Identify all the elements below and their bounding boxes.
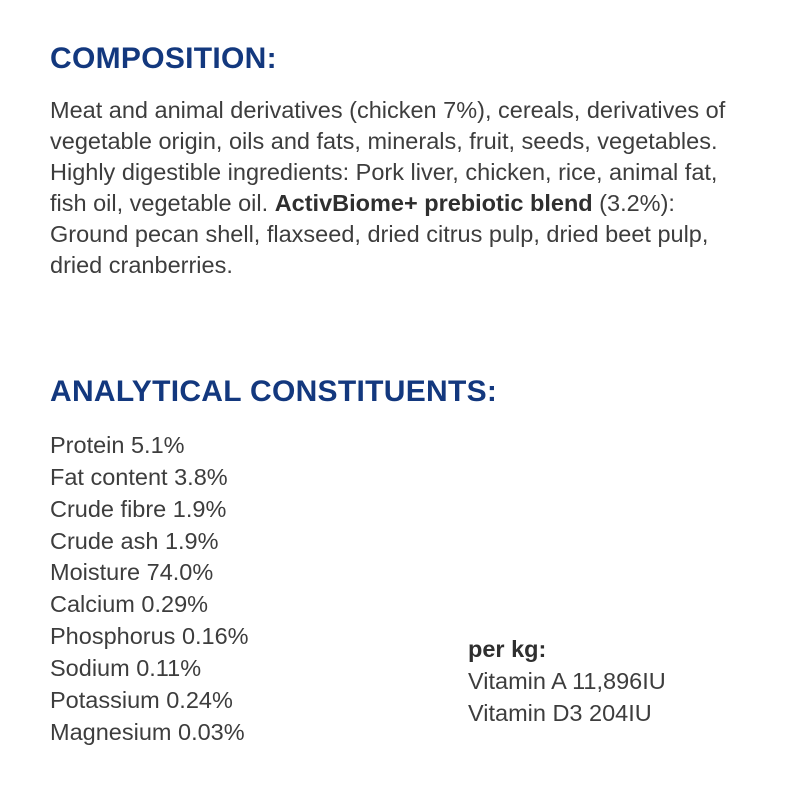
constituents-wrapper — [50, 430, 752, 748]
analytical-constituents-section — [50, 375, 752, 748]
list-item: Fat content 3.8% — [50, 463, 228, 490]
list-item: Phosphorus 0.16% — [50, 623, 249, 650]
list-item: Vitamin D3 204IU — [468, 699, 652, 726]
per-kg-label: per kg: — [468, 636, 547, 663]
analytical-heading: ANALYTICAL CONSTITUENTS: — [50, 375, 498, 409]
list-item: Crude ash 1.9% — [50, 527, 219, 554]
composition-text-highlight: ActivBiome+ prebiotic blend — [274, 190, 593, 217]
composition-text — [50, 95, 752, 281]
list-item: Sodium 0.11% — [50, 654, 202, 681]
list-item: Moisture 74.0% — [50, 559, 214, 586]
list-item: Crude fibre 1.9% — [50, 495, 227, 522]
list-item: Vitamin A 11,896IU — [468, 667, 666, 694]
composition-text-part1: Meat and animal derivatives (chicken 7%), cereals, derivatives of vegetable origin, oils and fats, minerals, fruit, seeds, vegetables. Highly digestible ingredients: Pork liver, chicken, rice, animal fat, fish oil, vegetable oil. — [50, 97, 726, 217]
list-item: Magnesium 0.03% — [50, 718, 245, 745]
composition-heading: COMPOSITION: — [50, 42, 277, 75]
list-item: Protein 5.1% — [50, 432, 185, 459]
composition-section — [50, 42, 752, 281]
list-item: Calcium 0.29% — [50, 591, 209, 618]
composition-text-part2: (3.2%): Ground pecan shell, flaxseed, dried citrus pulp, dried beet pulp, dried cranberries. — [50, 190, 709, 279]
list-item: Potassium 0.24% — [50, 686, 233, 713]
per-kg-block — [468, 634, 666, 729]
